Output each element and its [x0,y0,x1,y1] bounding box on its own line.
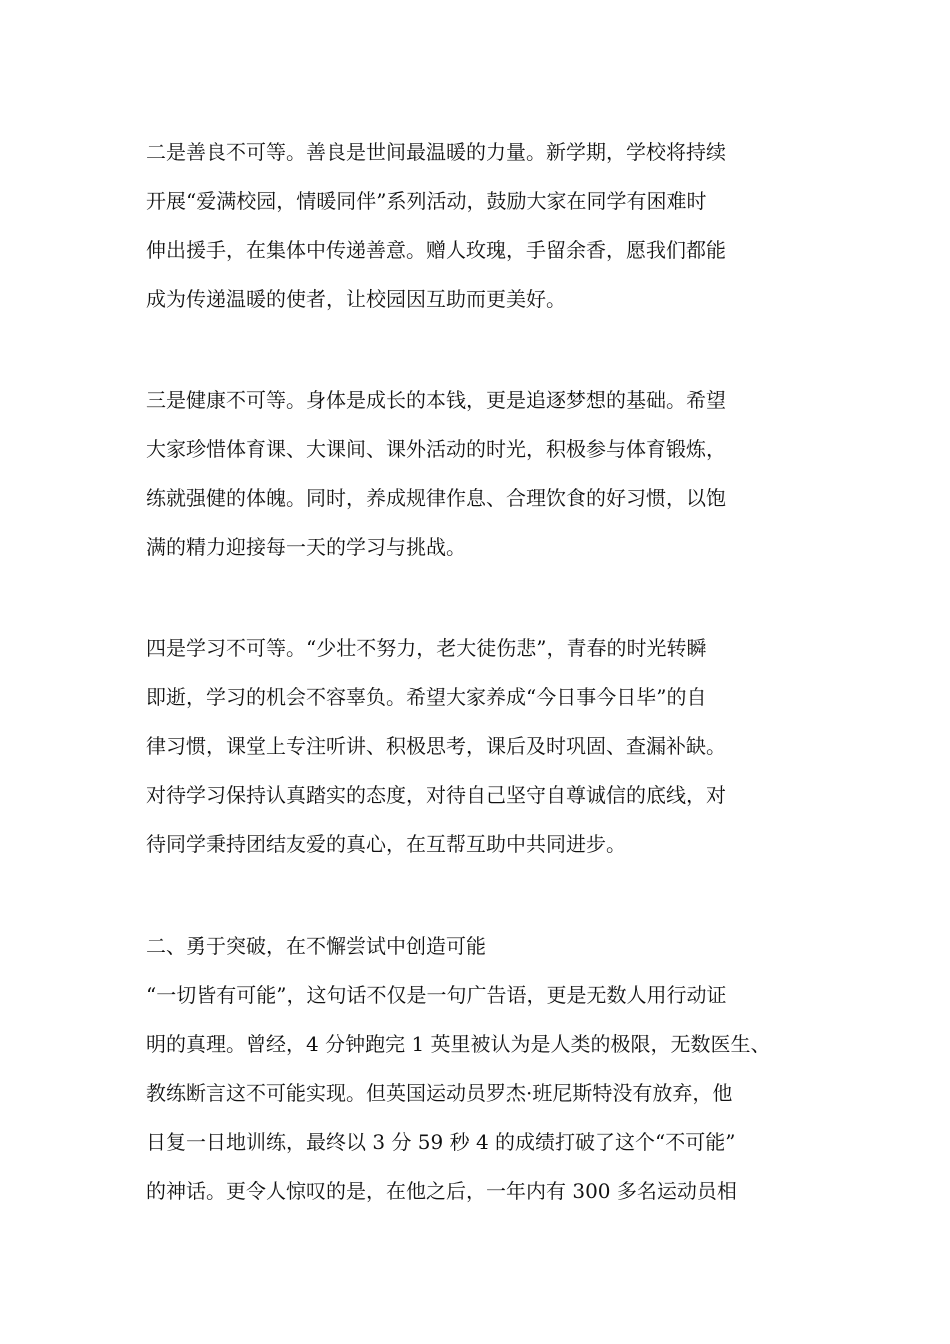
paragraph-kindness [146,128,816,324]
text-line: 成为传递温暖的使者，让校园因互助而更美好。 [146,287,566,311]
paragraph-health [146,376,816,572]
text-line: 伸出援手，在集体中传递善意。赠人玫瑰，手留余香，愿我们都能 [146,238,726,262]
text-line: 明的真理。曾经，4 分钟跑完 1 英里被认为是人类的极限，无数医生、 [146,1032,771,1056]
text-line: “一切皆有可能”，这句话不仅是一句广告语，更是无数人用行动证 [146,983,727,1007]
text-line: 待同学秉持团结友爱的真心，在互帮互助中共同进步。 [146,832,626,856]
paragraph-breakthrough [146,971,816,1216]
text-line: 对待学习保持认真踏实的态度，对待自己坚守自尊诚信的底线，对 [146,783,726,807]
text-line: 满的精力迎接每一天的学习与挑战。 [146,535,466,559]
paragraph-study [146,624,816,869]
text-line: 练就强健的体魄。同时，养成规律作息、合理饮食的好习惯，以饱 [146,486,726,510]
section-heading-text: 二、勇于突破，在不懈尝试中创造可能 [146,934,486,958]
text-line: 三是健康不可等。身体是成长的本钱，更是追逐梦想的基础。希望 [146,388,726,412]
text-line: 开展“爱满校园，情暖同伴”系列活动，鼓励大家在同学有困难时 [146,189,707,213]
section-heading [146,922,816,971]
text-line: 的神话。更令人惊叹的是，在他之后，一年内有 300 多名运动员相 [146,1179,737,1203]
text-line: 二是善良不可等。善良是世间最温暖的力量。新学期，学校将持续 [146,140,726,164]
text-line: 大家珍惜体育课、大课间、课外活动的时光，积极参与体育锻炼， [146,437,726,461]
text-line: 日复一日地训练，最终以 3 分 59 秒 4 的成绩打破了这个“不可能” [146,1130,736,1154]
text-line: 即逝，学习的机会不容辜负。希望大家养成“今日事今日毕”的自 [146,685,707,709]
text-line: 四是学习不可等。“少壮不努力，老大徒伤悲”，青春的时光转瞬 [146,636,707,660]
text-line: 律习惯，课堂上专注听讲、积极思考，课后及时巩固、查漏补缺。 [146,734,726,758]
text-line: 教练断言这不可能实现。但英国运动员罗杰·班尼斯特没有放弃，他 [146,1081,733,1105]
